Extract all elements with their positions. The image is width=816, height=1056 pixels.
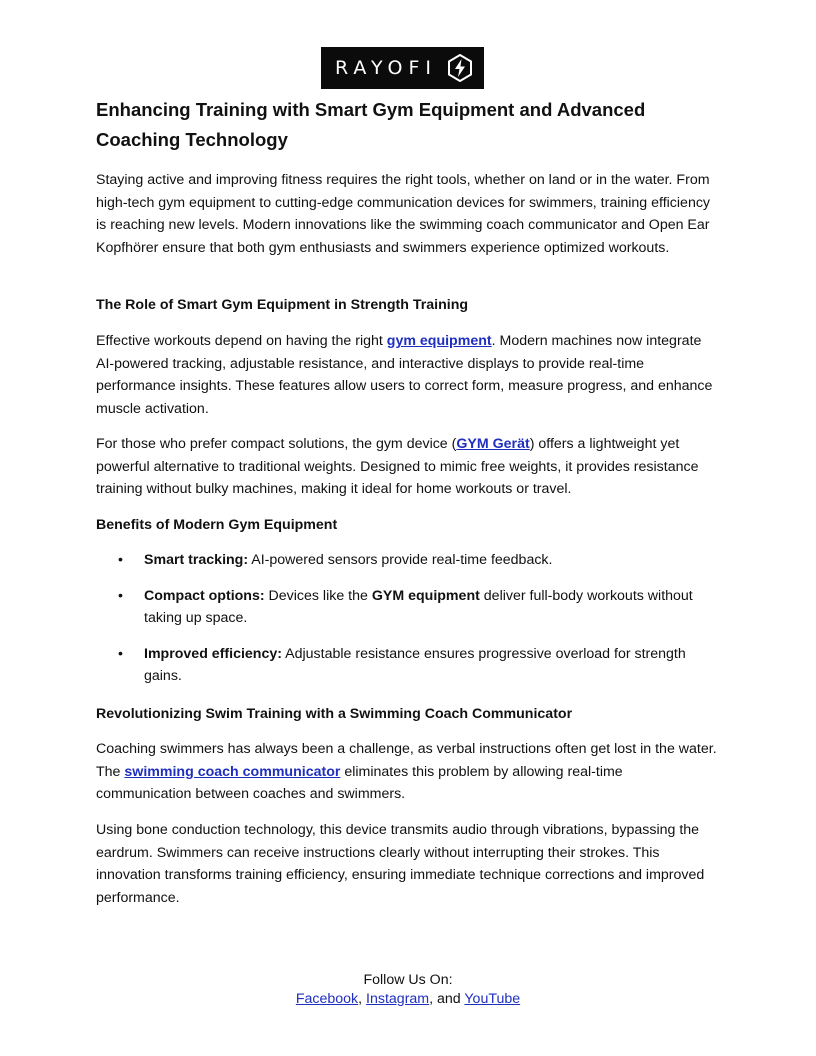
section-heading-swim: Revolutionizing Swim Training with a Swimming Coach Communicator [96, 706, 573, 722]
benefit-label: Improved efficiency: [144, 645, 282, 662]
separator: , and [429, 991, 465, 1007]
gym-equipment-link[interactable]: gym equipment [386, 333, 492, 349]
bullet-icon: • [118, 645, 123, 662]
youtube-link[interactable]: YouTube [464, 991, 521, 1007]
instagram-link[interactable]: Instagram [366, 991, 430, 1007]
gym-paragraph-1 [96, 330, 720, 420]
separator: , [358, 991, 367, 1007]
gym-p2-text-b: ) offers a lightweight yet powerful alternative to traditional weights. Designed to mimic free weights, it provides resistance training without bulky machines, making it ideal for home workouts or travel. [96, 436, 699, 497]
gym-p1-text-a: Effective workouts depend on having the right [96, 333, 387, 349]
gym-geraet-link[interactable]: GYM Gerät [456, 436, 530, 452]
swim-paragraph-2: Using bone conduction technology, this device transmits audio through vibrations, bypassing the eardrum. Swimmers can receive instructions clearly without interrupting their strokes. This innovation transforms training efficiency, ensuring immediate technique corrections and improved performance. [96, 822, 705, 906]
benefit-text: deliver full-body workouts without taking up space. [144, 587, 693, 626]
section-heading-gym: The Role of Smart Gym Equipment in Strength Training [96, 297, 469, 313]
logo-text: RAYOFI [335, 57, 438, 79]
social-links [96, 990, 720, 1009]
footer [96, 971, 720, 1009]
gym-paragraph-2 [96, 433, 720, 501]
benefit-label: Compact options: [144, 587, 265, 604]
swim-p1-text-a: Coaching swimmers has always been a challenge, as verbal instructions often get lost in the water. The [96, 741, 717, 780]
lightning-shield-icon [446, 54, 474, 82]
swim-p1-text-b: eliminates this problem by allowing real-time communication between coaches and swimmers. [96, 763, 623, 802]
list-item [96, 643, 720, 688]
benefits-list [96, 549, 720, 688]
benefit-text: AI-powered sensors provide real-time feedback. [248, 552, 553, 568]
benefit-text-mid: Devices like the [264, 587, 372, 604]
swim-paragraph-1 [96, 738, 720, 806]
benefit-bold-term: GYM equipment [371, 587, 480, 604]
gym-p2-text-a: For those who prefer compact solutions, the gym device ( [96, 436, 457, 452]
gym-p1-text-b: . Modern machines now integrate AI-powered tracking, adjustable resistance, and interactive displays to provide real-time performance insights. These features allow users to correct form, measure progress, and enhance muscle activation. [96, 333, 713, 417]
intro-paragraph: Staying active and improving fitness requires the right tools, whether on land or in the water. From high-tech gym equipment to cutting-edge communication devices for swimmers, training efficiency is reaching new levels. Modern innovations like the swimming coach communicator and Open Ear Kopfhörer ensure that both gym enthusiasts and swimmers experience optimized workouts. [96, 172, 711, 256]
bullet-icon: • [118, 587, 123, 604]
bullet-icon: • [118, 552, 123, 568]
facebook-link[interactable]: Facebook [295, 991, 359, 1007]
benefits-heading: Benefits of Modern Gym Equipment [96, 517, 338, 533]
benefit-text: Adjustable resistance ensures progressive overload for strength gains. [144, 645, 686, 684]
list-item [96, 549, 720, 572]
page-title: Enhancing Training with Smart Gym Equipment and Advanced Coaching Technology [96, 99, 646, 150]
benefit-label: Smart tracking: [144, 552, 249, 568]
list-item [96, 585, 720, 630]
follow-us-label: Follow Us On: [363, 972, 453, 988]
swimming-coach-communicator-link[interactable]: swimming coach communicator [124, 763, 341, 780]
brand-logo [321, 47, 484, 89]
